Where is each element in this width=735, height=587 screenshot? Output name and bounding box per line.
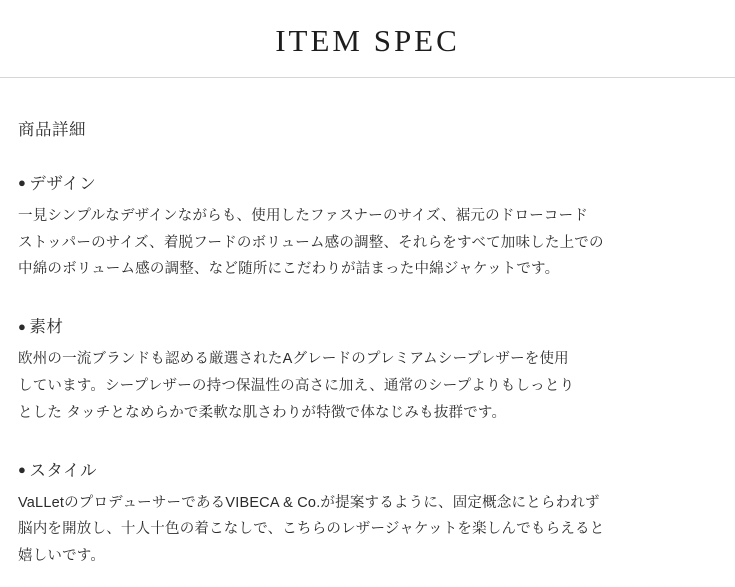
spec-block-title bbox=[18, 457, 717, 481]
spec-block-title-text: デザイン bbox=[29, 174, 97, 193]
body-line: 欧州の一流ブランドも認める厳選されたAグレードのプレミアムシープレザーを使用 bbox=[18, 351, 569, 368]
bullet-icon: ● bbox=[18, 462, 27, 478]
spec-block-title-text: 素材 bbox=[29, 318, 64, 337]
content-area bbox=[0, 78, 735, 570]
spec-block-title bbox=[18, 313, 717, 337]
spec-block-body bbox=[18, 203, 717, 283]
spec-block-title-text: スタイル bbox=[29, 461, 98, 480]
section-heading-product-details: 商品詳細 bbox=[18, 120, 86, 139]
page-title: ITEM SPEC bbox=[275, 23, 460, 58]
bullet-icon: ● bbox=[18, 318, 27, 334]
spec-block-style bbox=[18, 427, 717, 570]
body-line: 中綿のボリューム感の調整、など随所にこだわりが詰まった中綿ジャケットです。 bbox=[18, 261, 560, 278]
spec-block-body bbox=[18, 490, 717, 570]
spec-block-title bbox=[18, 170, 717, 194]
body-line: しています。シープレザーの持つ保温性の高さに加え、通常のシープよりもしっとり bbox=[18, 378, 575, 394]
body-line: 一見シンプルなデザインながらも、使用したファスナーのサイズ、裾元のドローコード bbox=[18, 207, 589, 224]
body-line: とした タッチとなめらかで柔軟な肌さわりが特徴で体なじみも抜群です。 bbox=[18, 404, 507, 421]
body-line: VaLLetのプロデューサーであるVIBECA & Co.が提案するように、固定概念にとらわれず bbox=[18, 494, 600, 511]
spec-block-design bbox=[18, 140, 717, 283]
spec-block-material bbox=[18, 283, 717, 426]
body-line: 嬉しいです。 bbox=[18, 548, 106, 565]
body-line: 脳内を開放し、十人十色の着こなしで、こちらのレザージャケットを楽しんでもらえると bbox=[18, 521, 605, 538]
spec-block-body bbox=[18, 346, 717, 426]
page-header bbox=[0, 0, 735, 78]
body-line: ストッパーのサイズ、着脱フードのボリューム感の調整、それらをすべて加味した上での bbox=[18, 234, 604, 251]
bullet-icon: ● bbox=[18, 175, 27, 191]
